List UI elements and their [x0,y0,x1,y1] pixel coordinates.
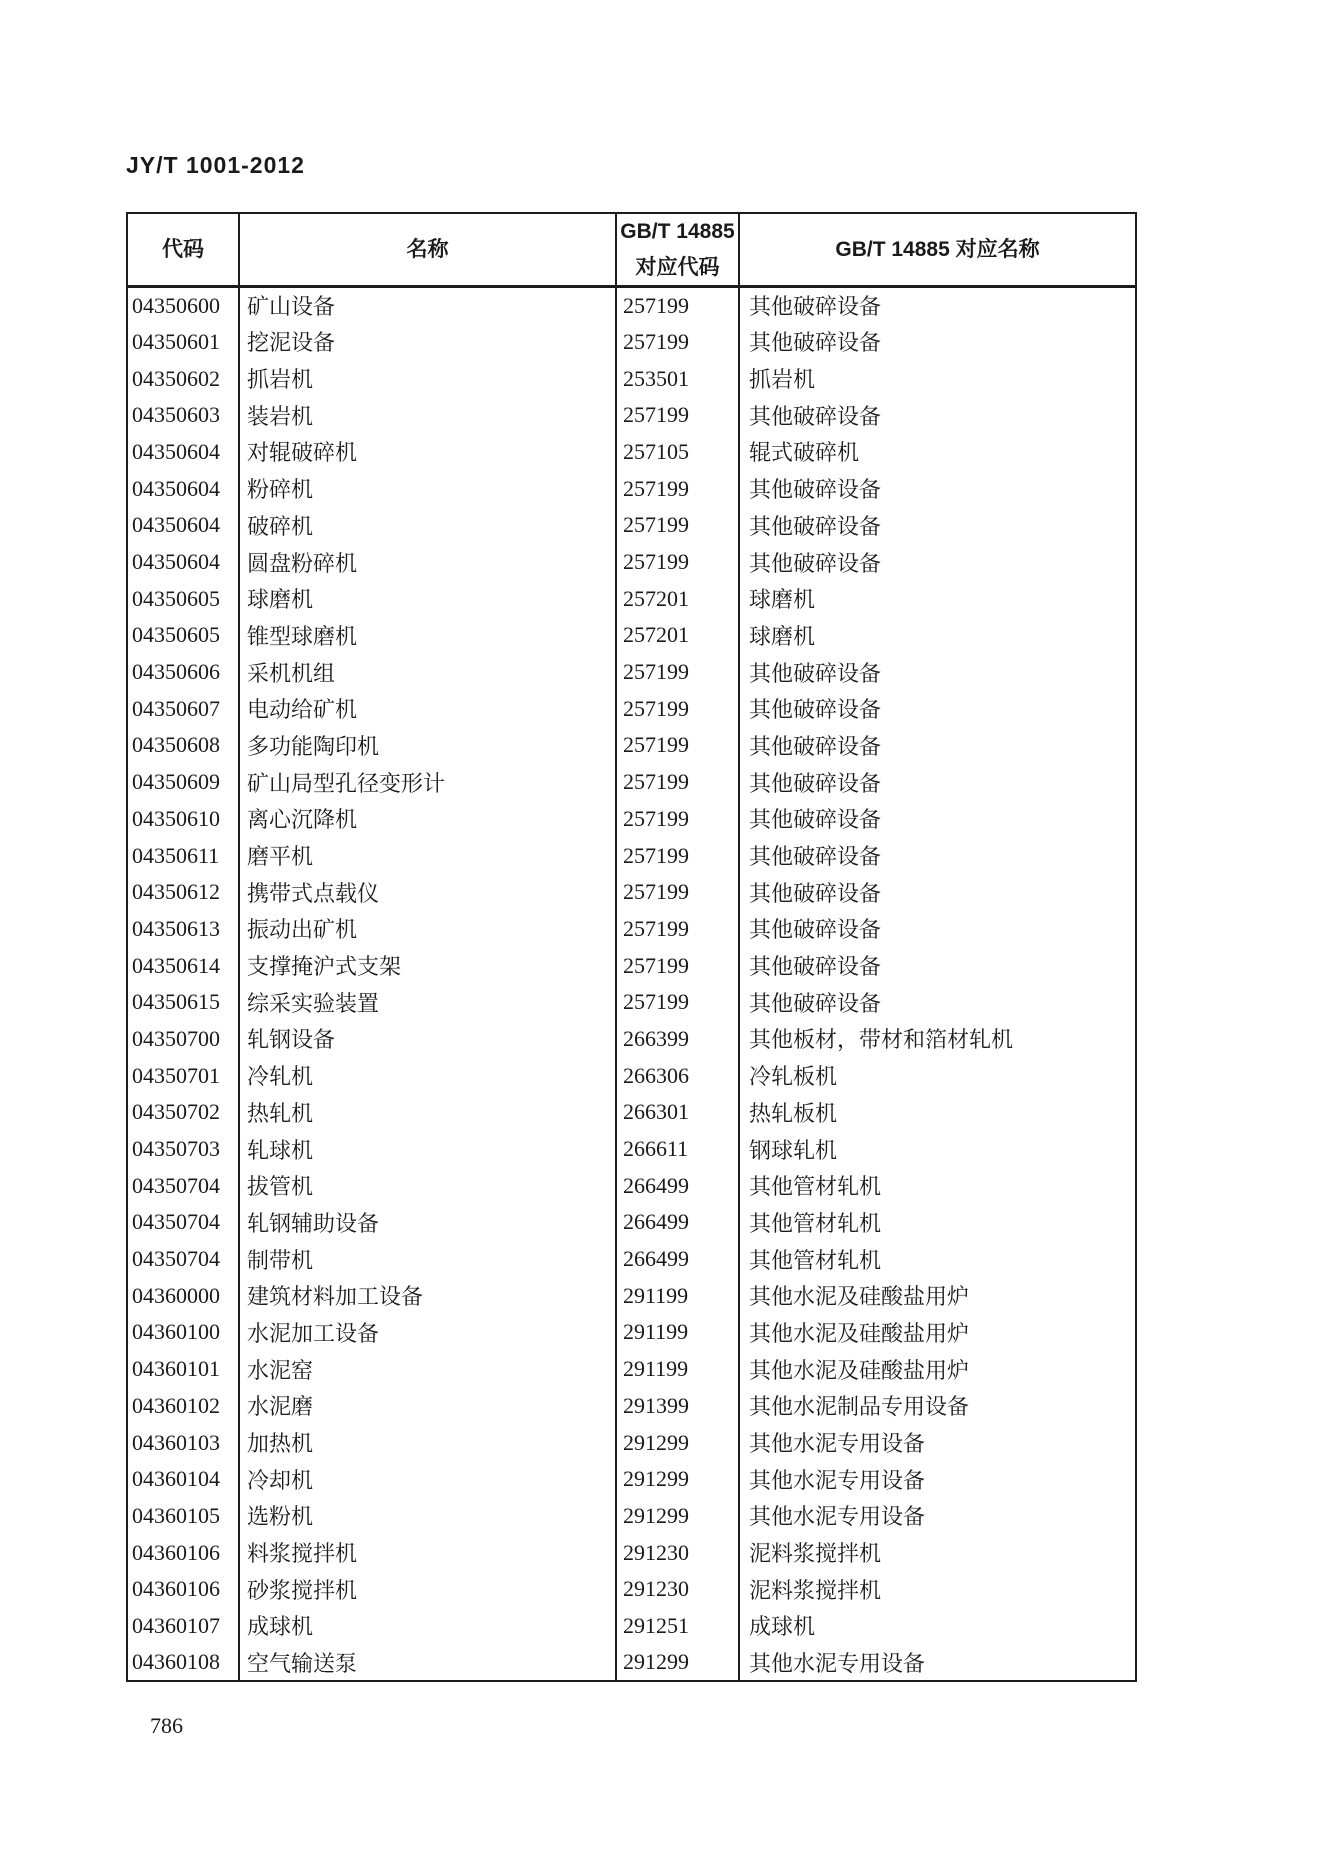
cell-gbcode: 257199 [616,287,739,324]
cell-code: 04350605 [132,622,220,648]
cell-gbcode: 257199 [616,947,739,984]
table-row [127,1608,1136,1645]
cell-gbname: 其他破碎设备 [739,764,1136,801]
cell-gbname: 其他水泥及硅酸盐用炉 [739,1277,1136,1314]
cell-gbcode: 266499 [616,1241,739,1278]
cell-code: 04360000 [132,1282,220,1308]
cell-gbcode: 257199 [616,654,739,691]
cell-gbcode: 257199 [616,507,739,544]
table-row [127,1644,1136,1681]
cell-gbcode: 291299 [616,1498,739,1535]
code-mapping-table [126,212,1137,1682]
cell-gbname: 热轧板机 [739,1094,1136,1131]
table-row [127,470,1136,507]
table-row [127,984,1136,1021]
cell-name: 破碎机 [239,507,616,544]
cell-gbcode: 253501 [616,360,739,397]
table-row [127,1571,1136,1608]
cell-gbname: 抓岩机 [739,360,1136,397]
header-gbt-name: GB/T 14885 对应名称 [739,213,1136,287]
cell-gbname: 其他破碎设备 [739,470,1136,507]
cell-code: 04350609 [132,769,220,795]
cell-name: 电动给矿机 [239,690,616,727]
cell-name: 选粉机 [239,1498,616,1535]
cell-gbname: 钢球轧机 [739,1131,1136,1168]
cell-gbcode: 266301 [616,1094,739,1131]
cell-gbcode: 257201 [616,580,739,617]
cell-code: 04350600 [132,292,220,318]
cell-name: 对辊破碎机 [239,434,616,471]
cell-gbname: 其他破碎设备 [739,911,1136,948]
cell-name: 建筑材料加工设备 [239,1277,616,1314]
cell-gbcode: 266399 [616,1021,739,1058]
cell-gbname: 其他破碎设备 [739,801,1136,838]
cell-gbname: 泥料浆搅拌机 [739,1571,1136,1608]
cell-name: 球磨机 [239,580,616,617]
cell-gbcode: 257199 [616,470,739,507]
header-row [127,213,1136,287]
cell-name: 采机机组 [239,654,616,691]
cell-gbname: 其他水泥专用设备 [739,1461,1136,1498]
cell-gbcode: 266611 [616,1131,739,1168]
table-row [127,764,1136,801]
cell-gbname: 球磨机 [739,580,1136,617]
cell-name: 水泥加工设备 [239,1314,616,1351]
table-row [127,727,1136,764]
standard-number: JY/T 1001-2012 [126,152,305,178]
cell-gbname: 其他破碎设备 [739,727,1136,764]
cell-gbname: 其他水泥及硅酸盐用炉 [739,1351,1136,1388]
table-row [127,690,1136,727]
table-row [127,1057,1136,1094]
cell-name: 矿山设备 [239,287,616,324]
cell-gbcode: 291299 [616,1424,739,1461]
cell-code: 04360100 [132,1319,220,1345]
table-row [127,1388,1136,1425]
cell-name: 多功能陶印机 [239,727,616,764]
cell-name: 挖泥设备 [239,324,616,361]
cell-gbcode: 257199 [616,911,739,948]
cell-gbname: 泥料浆搅拌机 [739,1534,1136,1571]
cell-gbcode: 257199 [616,544,739,581]
cell-name: 矿山局型孔径变形计 [239,764,616,801]
cell-name: 粉碎机 [239,470,616,507]
cell-code: 04360105 [132,1502,220,1528]
cell-gbname: 其他破碎设备 [739,507,1136,544]
cell-code: 04350612 [132,879,220,905]
cell-code: 04350611 [132,842,220,868]
cell-gbname: 其他破碎设备 [739,874,1136,911]
cell-gbname: 其他破碎设备 [739,984,1136,1021]
page-number: 786 [150,1713,183,1738]
cell-gbname: 其他水泥专用设备 [739,1644,1136,1681]
table-row [127,544,1136,581]
table-row [127,1461,1136,1498]
cell-name: 抓岩机 [239,360,616,397]
cell-gbcode: 266499 [616,1204,739,1241]
cell-name: 成球机 [239,1608,616,1645]
cell-gbname: 其他破碎设备 [739,947,1136,984]
header-gbt-code-line1: GB/T 14885 [620,220,735,243]
table-row [127,1167,1136,1204]
cell-code: 04350704 [132,1246,220,1272]
cell-name: 锥型球磨机 [239,617,616,654]
cell-name: 制带机 [239,1241,616,1278]
cell-name: 冷轧机 [239,1057,616,1094]
cell-gbcode: 291199 [616,1351,739,1388]
cell-gbcode: 257199 [616,324,739,361]
cell-gbcode: 257199 [616,984,739,1021]
cell-name: 综采实验装置 [239,984,616,1021]
cell-code: 04350702 [132,1099,220,1125]
cell-gbname: 其他破碎设备 [739,690,1136,727]
table-body [127,287,1136,1681]
cell-gbname: 其他管材轧机 [739,1241,1136,1278]
cell-code: 04350701 [132,1062,220,1088]
cell-gbname: 其他水泥制品专用设备 [739,1388,1136,1425]
table-row [127,397,1136,434]
cell-name: 水泥磨 [239,1388,616,1425]
cell-gbname: 其他板材，带材和箔材轧机 [739,1021,1136,1058]
cell-gbcode: 291251 [616,1608,739,1645]
cell-code: 04350602 [132,365,220,391]
cell-code: 04350604 [132,438,220,464]
cell-code: 04350613 [132,915,220,941]
cell-code: 04350703 [132,1136,220,1162]
cell-gbname: 其他水泥专用设备 [739,1424,1136,1461]
header-gbt-code [616,213,739,287]
cell-name: 加热机 [239,1424,616,1461]
cell-name: 拔管机 [239,1167,616,1204]
cell-gbname: 其他管材轧机 [739,1167,1136,1204]
cell-gbcode: 257199 [616,397,739,434]
cell-gbname: 辊式破碎机 [739,434,1136,471]
cell-gbcode: 257201 [616,617,739,654]
cell-gbcode: 257199 [616,874,739,911]
table-row [127,360,1136,397]
cell-gbcode: 291299 [616,1644,739,1681]
cell-name: 冷却机 [239,1461,616,1498]
table-row [127,801,1136,838]
cell-name: 轧球机 [239,1131,616,1168]
table-row [127,1131,1136,1168]
cell-name: 离心沉降机 [239,801,616,838]
cell-name: 空气输送泵 [239,1644,616,1681]
header-name: 名称 [239,213,616,287]
cell-gbname: 冷轧板机 [739,1057,1136,1094]
cell-code: 04350607 [132,695,220,721]
cell-name: 热轧机 [239,1094,616,1131]
cell-gbcode: 291230 [616,1534,739,1571]
cell-gbcode: 257105 [616,434,739,471]
cell-name: 轧钢设备 [239,1021,616,1058]
cell-code: 04360102 [132,1392,220,1418]
table-row [127,1277,1136,1314]
table-row [127,580,1136,617]
cell-gbcode: 291299 [616,1461,739,1498]
table-row [127,434,1136,471]
table-row [127,1021,1136,1058]
cell-gbcode: 291399 [616,1388,739,1425]
cell-code: 04360104 [132,1466,220,1492]
cell-code: 04350608 [132,732,220,758]
table-row [127,1534,1136,1571]
cell-gbcode: 291230 [616,1571,739,1608]
cell-gbname: 其他破碎设备 [739,654,1136,691]
cell-code: 04360106 [132,1576,220,1602]
cell-gbname: 其他破碎设备 [739,324,1136,361]
table-row [127,1094,1136,1131]
cell-code: 04350610 [132,805,220,831]
table-row [127,911,1136,948]
cell-gbcode: 257199 [616,690,739,727]
cell-gbcode: 257199 [616,727,739,764]
cell-gbcode: 266499 [616,1167,739,1204]
cell-code: 04350601 [132,328,220,354]
cell-gbname: 其他破碎设备 [739,837,1136,874]
table-row [127,1498,1136,1535]
cell-code: 04350615 [132,989,220,1015]
cell-gbname: 球磨机 [739,617,1136,654]
cell-code: 04350603 [132,402,220,428]
cell-gbcode: 291199 [616,1277,739,1314]
table-row [127,947,1136,984]
cell-name: 砂浆搅拌机 [239,1571,616,1608]
cell-name: 轧钢辅助设备 [239,1204,616,1241]
cell-code: 04350704 [132,1209,220,1235]
cell-name: 装岩机 [239,397,616,434]
cell-code: 04350604 [132,549,220,575]
cell-name: 料浆搅拌机 [239,1534,616,1571]
cell-name: 支撑掩沪式支架 [239,947,616,984]
cell-code: 04350604 [132,475,220,501]
cell-gbcode: 266306 [616,1057,739,1094]
table-row [127,507,1136,544]
table-row [127,654,1136,691]
cell-gbname: 成球机 [739,1608,1136,1645]
cell-gbname: 其他水泥专用设备 [739,1498,1136,1535]
cell-code: 04360107 [132,1612,220,1638]
table-row [127,1204,1136,1241]
cell-gbcode: 257199 [616,837,739,874]
cell-gbcode: 257199 [616,764,739,801]
cell-gbname: 其他水泥及硅酸盐用炉 [739,1314,1136,1351]
cell-name: 磨平机 [239,837,616,874]
header-code: 代码 [127,213,239,287]
table-row [127,874,1136,911]
cell-code: 04360106 [132,1539,220,1565]
table-row [127,287,1136,324]
cell-code: 04350604 [132,512,220,538]
cell-code: 04350605 [132,585,220,611]
table-row [127,1241,1136,1278]
cell-code: 04350606 [132,659,220,685]
cell-code: 04350704 [132,1172,220,1198]
table-row [127,617,1136,654]
cell-gbcode: 291199 [616,1314,739,1351]
cell-name: 携带式点载仪 [239,874,616,911]
table-row [127,1424,1136,1461]
cell-name: 振动出矿机 [239,911,616,948]
cell-gbname: 其他管材轧机 [739,1204,1136,1241]
cell-gbname: 其他破碎设备 [739,397,1136,434]
cell-code: 04360101 [132,1356,220,1382]
table-row [127,324,1136,361]
cell-gbname: 其他破碎设备 [739,544,1136,581]
table-row [127,1351,1136,1388]
table-row [127,837,1136,874]
cell-gbcode: 257199 [616,801,739,838]
cell-code: 04350614 [132,952,220,978]
cell-name: 水泥窑 [239,1351,616,1388]
cell-code: 04360103 [132,1429,220,1455]
cell-gbname: 其他破碎设备 [739,287,1136,324]
cell-name: 圆盘粉碎机 [239,544,616,581]
cell-code: 04360108 [132,1649,220,1675]
header-gbt-code-line2: 对应代码 [635,255,720,279]
cell-code: 04350700 [132,1025,220,1051]
table-row [127,1314,1136,1351]
